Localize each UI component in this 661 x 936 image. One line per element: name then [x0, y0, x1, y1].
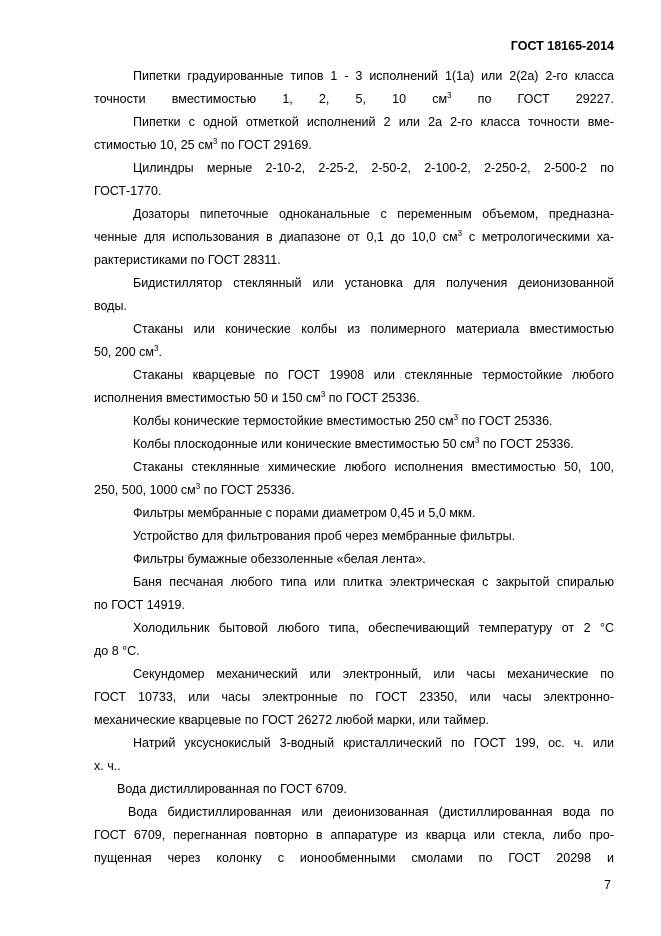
text-line: [94, 827, 614, 843]
text-line: [133, 574, 614, 590]
text-segment: Вода бидистиллированная или деионизованная (дистиллированная вода по: [128, 805, 614, 819]
page-number: 7: [604, 878, 611, 892]
text-line: [94, 91, 614, 107]
text-line: [128, 804, 614, 820]
text-segment: Фильтры мембранные с порами диаметром 0,45 и 5,0 мкм.: [133, 506, 476, 520]
text-segment: по ГОСТ 29227.: [451, 92, 614, 106]
text-line: [133, 114, 614, 130]
text-segment: ГОСТ-1770.: [94, 184, 162, 198]
text-line: [133, 551, 614, 567]
text-line: [133, 459, 614, 475]
text-line: [94, 758, 614, 774]
text-line: [94, 643, 614, 659]
text-line: [133, 666, 614, 682]
text-line: [94, 298, 614, 314]
text-segment: 250, 500, 1000 см: [94, 483, 196, 497]
text-segment: Устройство для фильтрования проб через мембранные фильтры.: [133, 529, 516, 543]
text-line: [117, 781, 614, 797]
text-line: [133, 735, 614, 751]
text-segment: 50, 200 см: [94, 345, 155, 359]
text-segment: Фильтры бумажные обеззоленные «белая лента».: [133, 552, 426, 566]
text-line: [94, 689, 614, 705]
text-line: [133, 321, 614, 337]
text-segment: Пипетки с одной отметкой исполнений 2 или 2а 2-го класса точности вме-: [133, 115, 614, 129]
text-line: [133, 436, 614, 452]
text-line: [94, 252, 614, 268]
text-segment: Цилиндры мерные 2-10-2, 2-25-2, 2-50-2, 2-100-2, 2-250-2, 2-500-2 по: [133, 161, 614, 175]
text-segment: с метрологическими ха-: [462, 230, 614, 244]
text-segment: Колбы плоскодонные или конические вместимостью 50 см: [133, 437, 475, 451]
text-segment: по ГОСТ 25336.: [325, 391, 420, 405]
text-line: [94, 482, 614, 498]
text-line: [133, 275, 614, 291]
superscript: 3: [447, 91, 452, 100]
document-header: ГОСТ 18165-2014: [510, 39, 614, 53]
text-segment: Дозаторы пипеточные одноканальные с переменным объемом, предназна-: [133, 207, 614, 221]
text-line: [133, 206, 614, 222]
text-segment: по ГОСТ 25336.: [458, 414, 553, 428]
text-line: [94, 850, 614, 866]
text-line: [133, 413, 614, 429]
superscript: 3: [453, 413, 459, 422]
text-segment: Холодильник бытовой любого типа, обеспечивающий температуру от 2 °С: [133, 621, 614, 635]
text-segment: по ГОСТ 25336.: [200, 483, 295, 497]
text-segment: ченные для использования в диапазоне от 0,1 до 10,0 см: [94, 230, 458, 244]
text-segment: Пипетки градуированные типов 1 - 3 исполнений 1(1а) или 2(2а) 2-го класса: [133, 69, 614, 83]
text-segment: .: [158, 345, 162, 359]
superscript: 3: [457, 229, 463, 238]
text-line: [133, 505, 614, 521]
text-segment: точности вместимостью 1, 2, 5, 10 см: [94, 92, 448, 106]
text-line: [94, 712, 614, 728]
text-line: [94, 390, 614, 406]
text-segment: Стаканы кварцевые по ГОСТ 19908 или стеклянные термостойкие любого: [133, 368, 614, 382]
text-line: [94, 229, 614, 245]
text-segment: стимостью 10, 25 см: [94, 138, 213, 152]
text-segment: до 8 °С.: [94, 644, 140, 658]
text-line: [133, 528, 614, 544]
text-line: [94, 183, 614, 199]
text-segment: механические кварцевые по ГОСТ 26272 любой марки, или таймер.: [94, 713, 489, 727]
text-segment: воды.: [94, 299, 127, 313]
superscript: 3: [320, 390, 326, 399]
superscript: 3: [212, 137, 218, 146]
text-segment: ГОСТ 10733, или часы электронные по ГОСТ 23350, или часы электронно-: [94, 690, 614, 704]
text-segment: пущенная через колонку с ионообменными смолами по ГОСТ 20298 и: [94, 851, 614, 865]
text-segment: Баня песчаная любого типа или плитка электрическая с закрытой спиралью: [133, 575, 614, 589]
superscript: 3: [195, 482, 201, 491]
text-line: [94, 344, 614, 360]
superscript: 3: [154, 344, 159, 353]
text-segment: Стаканы стеклянные химические любого исполнения вместимостью 50, 100,: [133, 460, 614, 474]
text-segment: по ГОСТ 25336.: [479, 437, 574, 451]
text-segment: Стаканы или конические колбы из полимерного материала вместимостью: [133, 322, 614, 336]
text-line: [133, 160, 614, 176]
text-segment: исполнения вместимостью 50 и 150 см: [94, 391, 321, 405]
text-segment: по ГОСТ 14919.: [94, 598, 185, 612]
text-line: [133, 68, 614, 84]
text-segment: рактеристиками по ГОСТ 28311.: [94, 253, 281, 267]
text-segment: Вода дистиллированная по ГОСТ 6709.: [117, 782, 347, 796]
text-segment: Колбы конические термостойкие вместимостью 250 см: [133, 414, 454, 428]
text-line: [133, 620, 614, 636]
text-line: [133, 367, 614, 383]
text-segment: х. ч..: [94, 759, 121, 773]
text-segment: Натрий уксуснокислый 3-водный кристаллический по ГОСТ 199, ос. ч. или: [133, 736, 614, 750]
text-line: [94, 137, 614, 153]
text-segment: Секундомер механический или электронный, или часы механические по: [133, 667, 614, 681]
text-line: [94, 597, 614, 613]
superscript: 3: [474, 436, 480, 445]
text-segment: ГОСТ 6709, перегнанная повторно в аппаратуре из кварца или стекла, либо про-: [94, 828, 614, 842]
text-segment: Бидистиллятор стеклянный или установка для получения деионизованной: [133, 276, 614, 290]
text-segment: по ГОСТ 29169.: [217, 138, 312, 152]
